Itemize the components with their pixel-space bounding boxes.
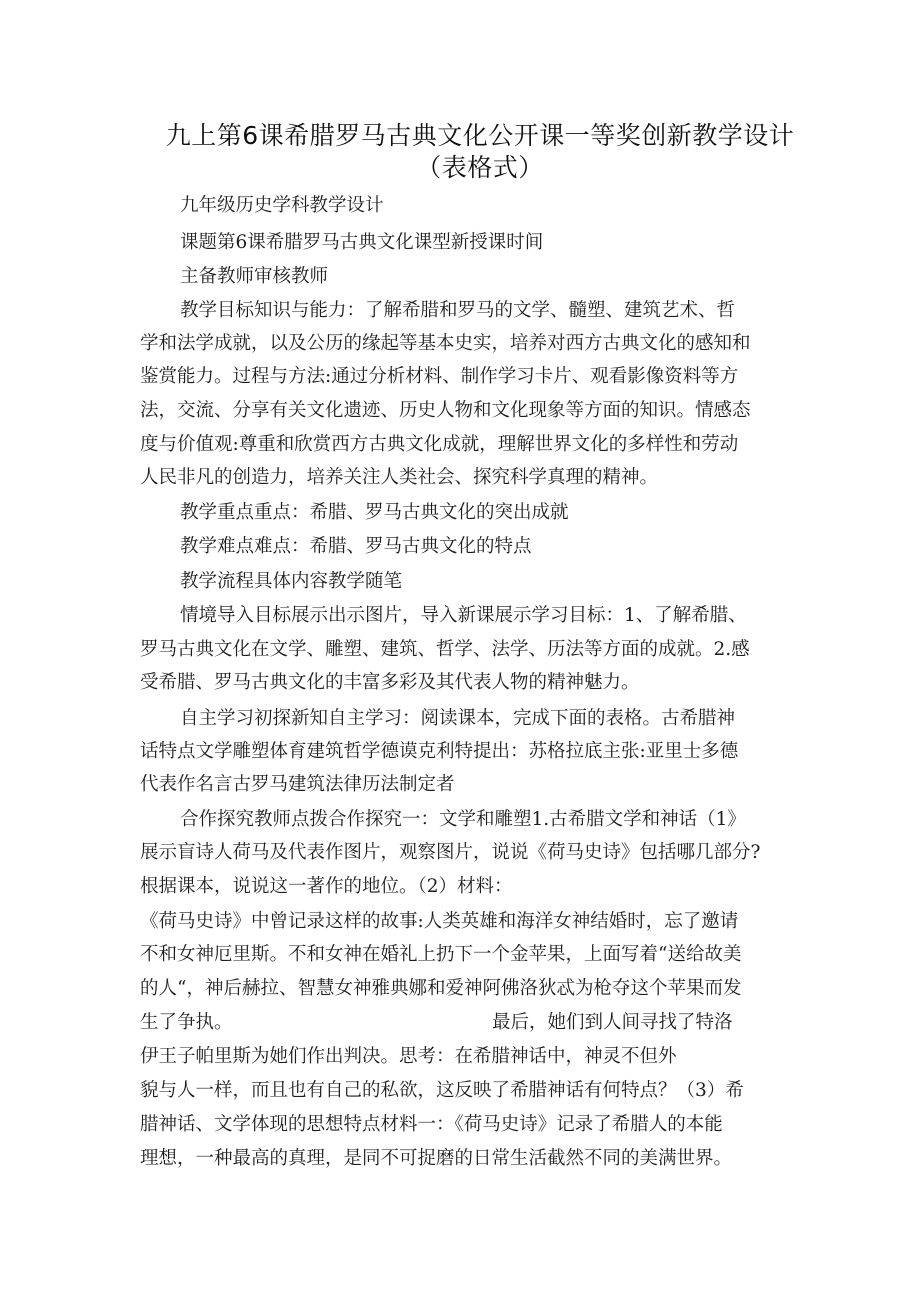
paragraph-line: 展示盲诗人荷马及代表作图片，观察图片，说说《荷马史诗》包括哪几部分? [140,842,761,863]
paragraph-line: 《荷马史诗》中曾记录这样的故事:人类英雄和海洋女神结婚时，忘了邀请 [140,911,739,932]
paragraph-line: 自主学习初探新知自主学习：阅读课本，完成下面的表格。古希腊神 [180,708,736,729]
paragraph-line: 不和女神厄里斯。不和女神在婚礼上扔下一个金苹果，上面写着“送给故美 [140,944,742,965]
paragraph-line: 罗马古典文化在文学、雕塑、建筑、哲学、法学、历法等方面的成就。2.感 [140,639,750,660]
paragraph-line: 情境导入目标展示出示图片，导入新课展示学习目标：1、了解希腊、 [180,605,747,626]
teacher-info-row: 主备教师审核教师 [180,266,329,287]
paragraph-line: 生了争执。 [140,1012,233,1033]
paragraph-line: 的人“，神后赫拉、智慧女神雅典娜和爱神阿佛洛狄忒为枪夺这个苹果而发 [140,978,742,999]
subject-heading: 九年级历史学科教学设计 [180,195,384,216]
process-header-row: 教学流程具体内容教学随笔 [180,571,403,592]
paragraph-line: 合作探究教师点拨合作探究一：文学和雕塑1.古希腊文学和神话（1》 [180,809,746,830]
paragraph-line: 代表作名言古罗马建筑法律历法制定者 [140,774,455,795]
paragraph-line: 人民非凡的创造力，培养关注人类社会、探究科学真理的精神。 [140,467,659,488]
paragraph-line: 度与价值观:尊重和欣赏西方古典文化成就，理解世界文化的多样性和劳动 [140,434,739,455]
paragraph-line: 鉴赏能力。过程与方法:通过分析材料、制作学习卡片、观看影像资料等方 [140,366,739,387]
paragraph-line: 理想，一种最高的真理，是同不可捉磨的日常生活截然不同的美满世界。 [140,1148,733,1169]
difficult-point-row: 教学难点难点：希腊、罗马古典文化的特点 [180,536,532,557]
paragraph-line: 貌与人一样，而且也有自己的私欲，这反映了希腊神话有何特点？（3）希 [140,1080,744,1101]
paragraph-line: 最后，她们到人间寻找了特洛 [492,1012,733,1033]
key-point-row: 教学重点重点：希腊、罗马古典文化的突出成就 [180,502,569,523]
paragraph-line: 学和法学成就，以及公历的缘起等基本史实，培养对西方古典文化的感知和 [140,333,751,354]
paragraph-line: 受希腊、罗马古典文化的丰富多彩及其代表人物的精神魅力。 [140,672,640,693]
paragraph-line: 话特点文学雕塑体育建筑哲学德谟克利特提出：苏格拉底主张:亚里士多德 [140,741,739,762]
lesson-info-row: 课题第6课希腊罗马古典文化课型新授课时间 [180,232,544,253]
paragraph-line: 伊王子帕里斯为她们作出判决。思考：在希腊神话中，神灵不但外 [140,1046,677,1067]
document-title-line-2: （表格式） [416,153,544,182]
document-title-line-1: 九上第6课希腊罗马古典文化公开课一等奖创新教学设计 [165,121,795,150]
paragraph-line: 法，交流、分享有关文化遗迹、历史人物和文化现象等方面的知识。情感态 [140,400,751,421]
paragraph-line: 腊神话、文学体现的思想特点材料一：《荷马史诗》记录了希腊人的本能 [140,1114,723,1135]
paragraph-line: 根据课本，说说这一著作的地位。（2）材料： [140,876,513,897]
paragraph-line: 教学目标知识与能力：了解希腊和罗马的文学、髓塑、建筑艺术、哲 [180,300,736,321]
